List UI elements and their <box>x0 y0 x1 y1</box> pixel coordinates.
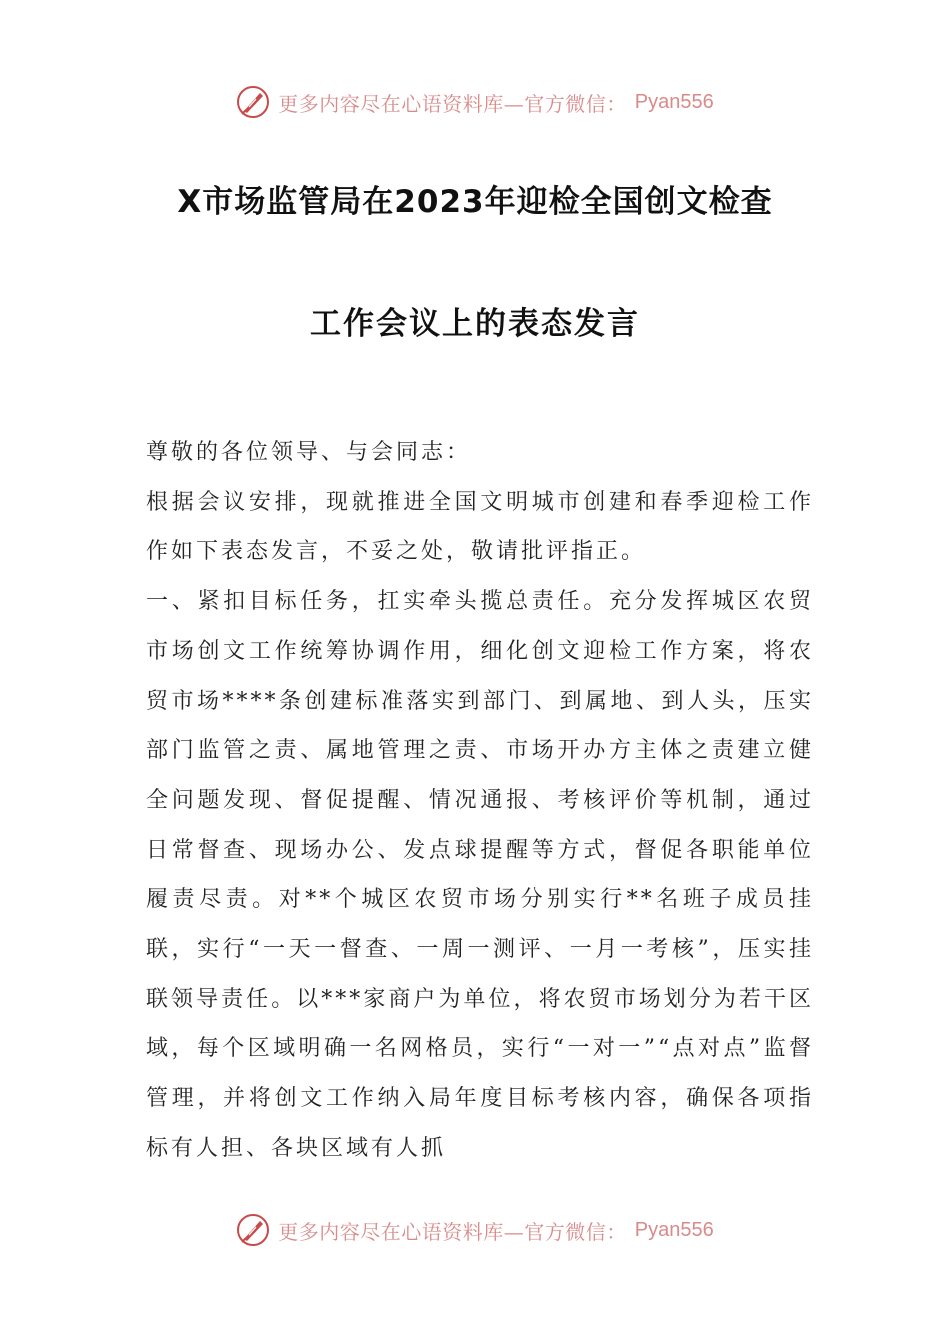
watermark-wechat-id: Pyan556 <box>634 90 714 113</box>
paragraph-section-one: 一、紧扣目标任务，扛实牵头揽总责任。充分发挥城区农贸市场创文工作统筹协调作用，细化创文迎检工作方案，将农贸市场****条创建标准落实到部门、到属地、到人头，压实部门监管之责、属地管理之责、市场开办方主体之责建立健全问题发现、督促提醒、情况通报、考核评价等机制，通过日常督查、现场办公、发点球提醒等方式，督促各职能单位履责尽责。对**个城区农贸市场分别实行**名班子成员挂联，实行“一天一督查、一周一测评、一月一考核”，压实挂联领导责任。以***家商户为单位，将农贸市场划分为若干区域，每个区域明确一名网格员，实行“一对一”“点对点”监督管理，并将创文工作纳入局年度目标考核内容，确保各项指标有人担、各块区域有人抓 <box>146 589 814 1161</box>
document-title-line-1: X市场监管局在2023年迎检全国创文检查 <box>177 184 773 220</box>
document-title-line-2: 工作会议上的表态发言 <box>310 306 640 342</box>
watermark-text: 更多内容尽在心语资料库—官方微信： <box>278 91 627 116</box>
quill-logo-icon <box>236 85 270 119</box>
watermark-wechat-id: Pyan556 <box>634 1218 714 1241</box>
salutation: 尊敬的各位领导、与会同志： <box>146 440 472 465</box>
paragraph-intro: 根据会议安排，现就推进全国文明城市创建和春季迎检工作作如下表态发言，不妥之处，敬请批评指正。 <box>146 489 814 565</box>
quill-logo-icon <box>236 1213 270 1247</box>
footer-watermark <box>0 1208 950 1252</box>
document-body <box>146 428 814 1174</box>
header-watermark <box>0 80 950 124</box>
watermark-text: 更多内容尽在心语资料库—官方微信： <box>278 1219 627 1244</box>
